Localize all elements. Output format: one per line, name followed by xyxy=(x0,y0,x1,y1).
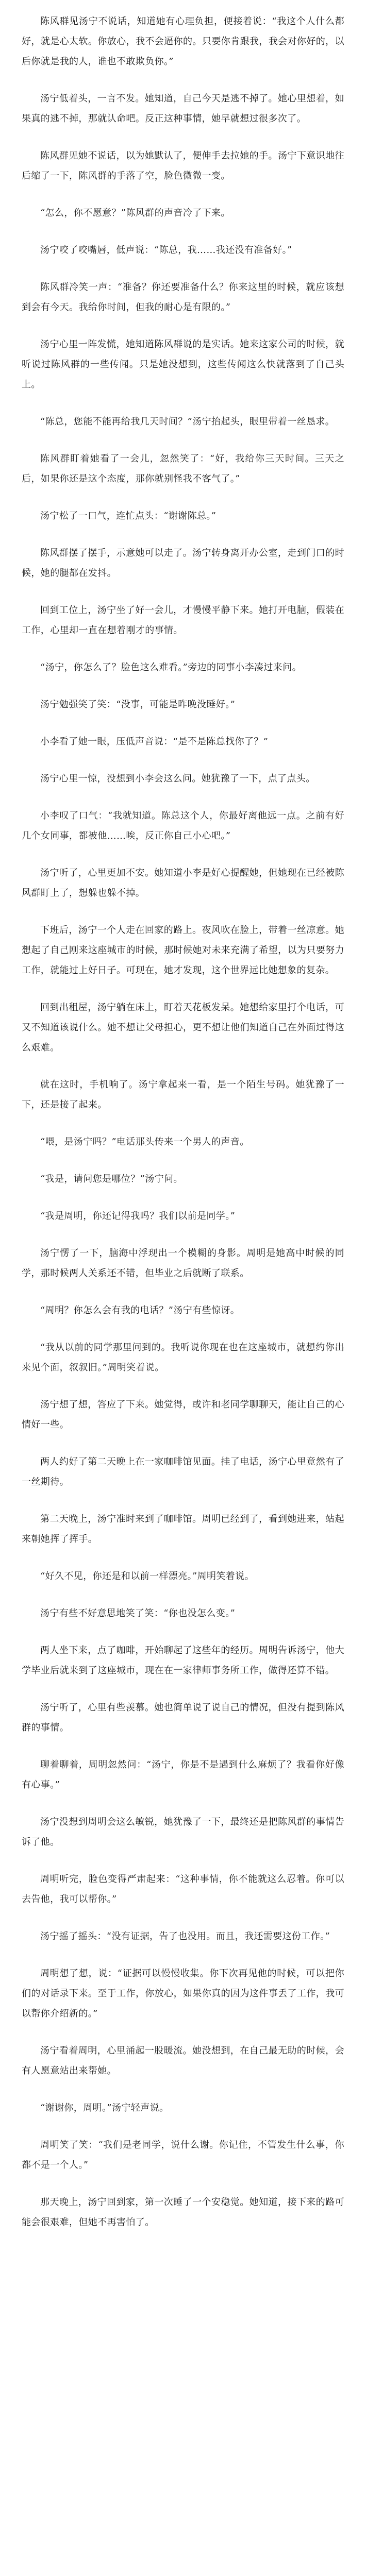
paragraph: “我从以前的同学那里问到的。我听说你现在也在这座城市，就想约你出来见个面，叙叙旧。”周明笑着说。 xyxy=(22,1342,344,1373)
paragraph: 汤宁愣了一下，脑海中浮现出一个模糊的身影。周明是她高中时候的同学，那时候两人关系还不错，但毕业之后就断了联系。 xyxy=(22,1248,344,1279)
paragraph: 汤宁松了一口气，连忙点头：“谢谢陈总。” xyxy=(40,511,217,521)
paragraph: 陈风群冷笑一声：“准备？你还要准备什么？你来这里的时候，就应该想到会有今天。我给你时间，但我的耐心是有限的。” xyxy=(22,282,344,313)
paragraph: 汤宁心里一阵发慌，她知道陈风群说的是实话。她来这家公司的时候，就听说过陈风群的一些传闻。只是她没想到，这些传闻这么快就落到了自己头上。 xyxy=(22,339,344,390)
paragraph: 汤宁没想到周明会这么敏锐，她犹豫了一下，最终还是把陈风群的事情告诉了他。 xyxy=(22,1817,344,1848)
paragraph: 小李叹了口气：“我就知道。陈总这个人，你最好离他远一点。之前有好几个女同事，都被他……唉，反正你自己小心吧。” xyxy=(22,810,344,841)
paragraph: 聊着聊着，周明忽然问：“汤宁，你是不是遇到什么麻烦了？我看你好像有心事。” xyxy=(22,1759,344,1790)
paragraph: 下班后，汤宁一个人走在回家的路上。夜风吹在脸上，带着一丝凉意。她想起了自己刚来这座城市的时候，那时候她对未来充满了希望，以为只要努力工作，就能过上好日子。可现在，她才发现，这个世界远比她想象的复杂。 xyxy=(22,925,344,976)
paragraph: 两人约好了第二天晚上在一家咖啡馆见面。挂了电话，汤宁心里竟然有了一丝期待。 xyxy=(22,1456,344,1487)
paragraph: 汤宁想了想，答应了下来。她觉得，或许和老同学聊聊天，能让自己的心情好一些。 xyxy=(22,1399,344,1430)
paragraph: 汤宁看着周明，心里涌起一股暖流。她没想到，在自己最无助的时候，会有人愿意站出来帮她。 xyxy=(22,2045,344,2076)
paragraph: 回到工位上，汤宁坐了好一会儿，才慢慢平静下来。她打开电脑，假装在工作，心里却一直在想着刚才的事情。 xyxy=(22,605,344,636)
paragraph: 两人坐下来，点了咖啡，开始聊起了这些年的经历。周明告诉汤宁，他大学毕业后就来到了这座城市，现在在一家律师事务所工作，做得还算不错。 xyxy=(22,1645,344,1676)
paragraph: 就在这时，手机响了。汤宁拿起来一看，是一个陌生号码。她犹豫了一下，还是接了起来。 xyxy=(22,1079,344,1110)
paragraph: “我是周明，你还记得我吗？我们以前是同学。” xyxy=(40,1211,236,1222)
paragraph: 汤宁有些不好意思地笑了笑：“你也没怎么变。” xyxy=(40,1608,236,1619)
paragraph: 陈风群摆了摆手，示意她可以走了。汤宁转身离开办公室，走到门口的时候，她的腿都在发抖。 xyxy=(22,548,344,579)
paragraph: 陈风群见汤宁不说话，知道她有心理负担，便接着说：“我这个人什么都好，就是心太软。你放心，我不会逼你的。只要你肯跟我，我会对你好的，以后你就是我的人，谁也不敢欺负你。” xyxy=(22,16,344,67)
paragraph: 那天晚上，汤宁回到家，第一次睡了一个安稳觉。她知道，接下来的路可能会很艰难，但她不再害怕了。 xyxy=(22,2197,344,2228)
paragraph: “喂，是汤宁吗？”电话那头传来一个男人的声音。 xyxy=(40,1137,249,1147)
paragraph: 陈风群见她不说话，以为她默认了，便伸手去拉她的手。汤宁下意识地往后缩了一下，陈风群的手落了空，脸色微微一变。 xyxy=(22,150,344,181)
paragraph: 周明笑了笑：“我们是老同学，说什么谢。你记住，不管发生什么事，你都不是一个人。” xyxy=(22,2140,344,2171)
paragraph: 汤宁勉强笑了笑：“没事，可能是昨晚没睡好。” xyxy=(40,699,236,710)
paragraph: “怎么，你不愿意？”陈风群的声音冷了下来。 xyxy=(40,208,230,218)
paragraph: 汤宁咬了咬嘴唇，低声说：“陈总，我……我还没有准备好。” xyxy=(40,245,292,256)
paragraph: 周明想了想，说：“证据可以慢慢收集。你下次再见他的时候，可以把你们的对话录下来。至于工作，你放心，如果你真的因为这件事丢了工作，我可以帮你介绍新的。” xyxy=(22,1968,344,2019)
paragraph: “谢谢你，周明。”汤宁轻声说。 xyxy=(40,2103,169,2113)
paragraph: 汤宁心里一惊，没想到小李会这么问。她犹豫了一下，点了点头。 xyxy=(40,773,315,784)
paragraph: 第二天晚上，汤宁准时来到了咖啡馆。周明已经到了，看到她进来，站起来朝她挥了挥手。 xyxy=(22,1514,344,1545)
paragraph: “陈总，您能不能再给我几天时间？”汤宁抬起头，眼里带着一丝恳求。 xyxy=(40,416,335,427)
paragraph: 汤宁摇了摇头：“没有证据，告了也没用。而且，我还需要这份工作。” xyxy=(40,1931,330,1942)
paragraph: 汤宁听了，心里有些羡慕。她也简单说了说自己的情况，但没有提到陈风群的事情。 xyxy=(22,1702,344,1733)
paragraph: 陈风群盯着她看了一会儿，忽然笑了：“好，我给你三天时间。三天之后，如果你还是这个态度，那你就别怪我不客气了。” xyxy=(22,453,344,484)
paragraph: “我是，请问您是哪位？”汤宁问。 xyxy=(40,1174,183,1184)
paragraph: 汤宁听了，心里更加不安。她知道小李是好心提醒她，但她现在已经被陈风群盯上了，想躲也躲不掉。 xyxy=(22,868,344,899)
paragraph: “好久不见，你还是和以前一样漂亮。”周明笑着说。 xyxy=(40,1571,255,1582)
paragraph: 周明听完，脸色变得严肃起来：“这种事情，你不能就这么忍着。你可以去告他，我可以帮你。” xyxy=(22,1874,344,1905)
paragraph: 小李看了她一眼，压低声音说：“是不是陈总找你了？” xyxy=(40,736,269,747)
paragraph: 回到出租屋，汤宁躺在床上，盯着天花板发呆。她想给家里打个电话，可又不知道该说什么。她不想让父母担心，更不想让他们知道自己在外面过得这么艰难。 xyxy=(22,1002,344,1053)
paragraph: 汤宁低着头，一言不发。她知道，自己今天是逃不掉了。她心里想着，如果真的逃不掉，那就认命吧。反正这种事情，她早就想过很多次了。 xyxy=(22,93,344,124)
paragraph: “周明？你怎么会有我的电话？”汤宁有些惊讶。 xyxy=(40,1305,240,1316)
paragraph: “汤宁，你怎么了？脸色这么难看。”旁边的同事小李凑过来问。 xyxy=(40,662,302,673)
